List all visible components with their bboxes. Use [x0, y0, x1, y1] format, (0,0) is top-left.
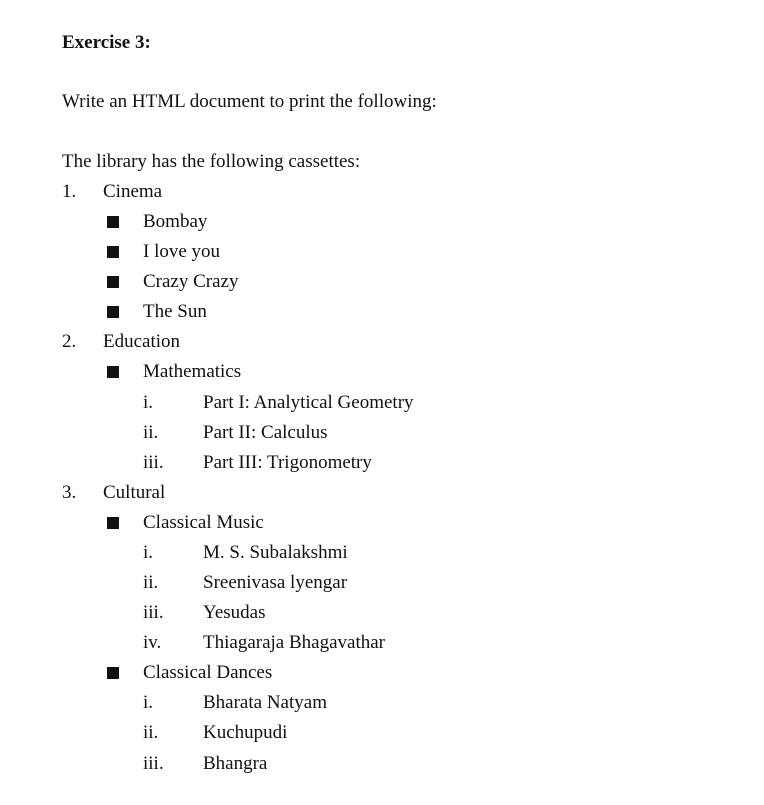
roman-numeral: i.: [143, 392, 154, 413]
item-text: M. S. Subalakshmi: [203, 542, 348, 563]
roman-numeral: ii.: [143, 722, 159, 743]
exercise-heading: Exercise 3:: [62, 32, 151, 53]
square-bullet-icon: [107, 246, 119, 258]
instruction-text: Write an HTML document to print the following:: [62, 91, 437, 112]
category-name: Cultural: [103, 482, 166, 503]
roman-numeral: ii.: [143, 572, 159, 593]
category-name: Education: [103, 331, 181, 352]
category-name: Cinema: [103, 181, 163, 202]
square-bullet-icon: [107, 216, 119, 228]
item-text: Yesudas: [203, 602, 266, 623]
roman-numeral: ii.: [143, 422, 159, 443]
roman-numeral: iii.: [143, 452, 164, 473]
item-text: Sreenivasa lyengar: [203, 572, 348, 593]
square-bullet-icon: [107, 517, 119, 529]
roman-numeral: iv.: [143, 632, 162, 653]
square-bullet-icon: [107, 306, 119, 318]
item-text: Part III: Trigonometry: [203, 452, 372, 473]
roman-numeral: iii.: [143, 753, 164, 774]
category-number: 1.: [62, 181, 77, 202]
item-text: Bharata Natyam: [203, 692, 327, 713]
square-bullet-icon: [107, 366, 119, 378]
bullet-label: Bombay: [143, 211, 208, 232]
bullet-label: Mathematics: [143, 361, 242, 382]
bullet-label: Crazy Crazy: [143, 271, 239, 292]
intro-text: The library has the following cassettes:: [62, 151, 361, 172]
bullet-label: Classical Music: [143, 512, 264, 533]
bullet-label: Classical Dances: [143, 662, 273, 683]
roman-numeral: iii.: [143, 602, 164, 623]
item-text: Thiagaraja Bhagavathar: [203, 632, 385, 653]
category-number: 3.: [62, 482, 77, 503]
square-bullet-icon: [107, 667, 119, 679]
item-text: Kuchupudi: [203, 722, 288, 743]
roman-numeral: i.: [143, 542, 154, 563]
square-bullet-icon: [107, 276, 119, 288]
bullet-label: I love you: [143, 241, 221, 262]
roman-numeral: i.: [143, 692, 154, 713]
item-text: Bhangra: [203, 753, 268, 774]
category-number: 2.: [62, 331, 77, 352]
item-text: Part II: Calculus: [203, 422, 328, 443]
item-text: Part I: Analytical Geometry: [203, 392, 414, 413]
bullet-label: The Sun: [143, 301, 207, 322]
